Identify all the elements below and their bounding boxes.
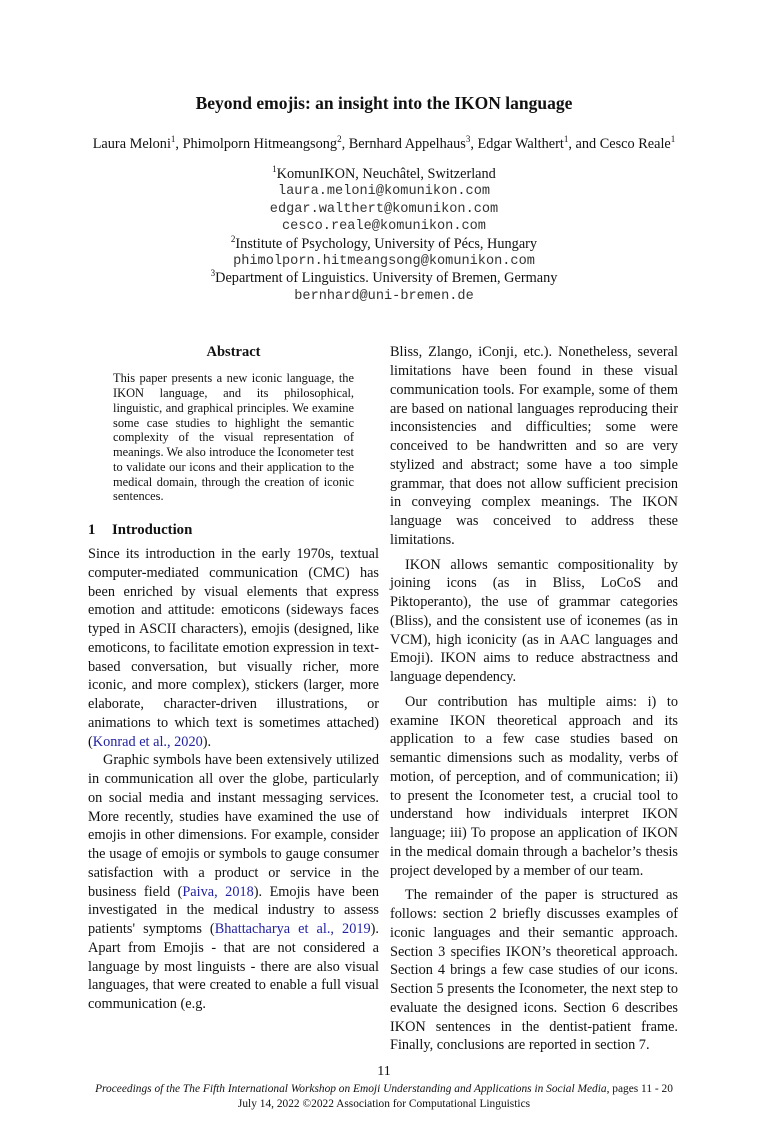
affiliations	[0, 166, 768, 305]
email[interactable]: laura.meloni@komunikon.com	[277, 184, 491, 200]
affiliation-1: $^1$KomunIKON, Neuchâtel, Switzerland	[272, 164, 496, 182]
paragraph: Bliss, Zlango, iConji, etc.). Nonetheless, several limitations have been found in these visual communication tools. For example, some of them are based on national languages reproducing their inconsistencies and difficulties; some were conceived to be handwritten and so are very stylized and abstract; some have a too simple grammar, that does not allow sufficient precision in conveying complex meanings. The IKON language was conceived to address these limitations.	[390, 344, 678, 548]
proceedings-line	[0, 1082, 768, 1097]
abstract-text: This paper presents a new iconic language, the IKON language, and its philosophical, linguistic, and graphical principles. We examine some case studies to highlight the semantic complexity of the visual representation of meanings. We also introduce the Iconometer test to validate our icons and their application to the medical domain, through the creation of iconic sentences.	[113, 371, 354, 504]
author: Phimolporn Hitmeangsong$^2$,	[182, 134, 349, 152]
author: Cesco Reale$^1$	[599, 134, 676, 152]
email[interactable]: phimolporn.hitmeangsong@komunikon.com	[233, 254, 535, 270]
copyright-line: July 14, 2022 ©2022 Association for Computational Linguistics	[237, 1098, 531, 1110]
paragraph: IKON allows semantic compositionality by joining icons (as in Bliss, LoCoS and Piktoperanto), the use of grammar categories (Bliss), and the consistent use of iconemes (as in VCM), high iconicity (as in AAC languages and Emoji). IKON aims to reduce abstractness and language dependency.	[390, 556, 678, 685]
author-list	[0, 135, 768, 153]
abstract-heading: Abstract	[206, 344, 261, 361]
paragraph: Since its introduction in the early 1970s, textual computer-mediated communication (CMC) has been enriched by visual elements that express emotion and attitude: emoticons (sideways faces typed in ASCII characters), emojis (designed, like emoticons, to facilitate emotion expression in text-based conversation, but visually richer, more iconic, and more complex), stickers (larger, more elaborate, character-driven illustrations, or animations to which text is sometimes attached) (Konrad et al., 2020).	[88, 546, 379, 750]
section-heading-introduction: 1 Introduction	[88, 522, 193, 538]
email[interactable]: bernhard@uni-bremen.de	[294, 288, 474, 304]
author: Edgar Walthert$^1$, and	[477, 134, 600, 152]
two-column-body	[88, 343, 678, 1055]
paragraph: Our contribution has multiple aims: i) to examine IKON theoretical approach and its application to a few case studies based on semantic dimensions such as modality, verbs of motion, of perception, and of communication; ii) to present the Iconometer test, a crucial tool to understand how individuals interpret IKON language; iii) To propose an application of IKON in the medical domain through a bachelor’s thesis project developed by a member of our team.	[390, 693, 678, 879]
proceedings-title: Proceedings of the The Fifth International Workshop on Emoji Understanding and Applications in Social Media	[95, 1083, 607, 1095]
citation-link[interactable]: Paiva, 2018	[182, 883, 254, 900]
author: Laura Meloni$^1$,	[92, 134, 183, 152]
page-number: 11	[377, 1064, 391, 1079]
right-column	[390, 343, 678, 1055]
author: Bernhard Appelhaus$^3$,	[348, 134, 478, 152]
email[interactable]: edgar.walthert@komunikon.com	[269, 201, 499, 217]
paper-title: Beyond emojis: an insight into the IKON language	[195, 93, 573, 113]
affiliation-2: $^2$Institute of Psychology, University of Pécs, Hungary	[230, 233, 538, 252]
page-range: , pages 11 - 20	[606, 1083, 673, 1095]
left-column	[88, 343, 379, 1014]
paragraph: Graphic symbols have been extensively utilized in communication all over the globe, particularly on social media and instant messaging services. More recently, studies have examined the use of emojis in other dimensions. For example, consider the usage of emojis or symbols to gauge consumer satisfaction with a product or service in the business field (Paiva, 2018). Emojis have been investigated in the medical industry to assess patients' symptoms (Bhattacharya et al., 2019). Apart from Emojis - that are not considered a language by most linguists - there are also visual languages, that were created to enable a full visual communication (e.g.	[88, 752, 379, 1012]
citation-link[interactable]: Bhattacharya et al., 2019	[214, 921, 371, 937]
paragraph: The remainder of the paper is structured as follows: section 2 briefly discusses examples of iconic languages and their semantic approach. Section 3 specifies IKON’s theoretical approach. Section 4 brings a few case studies of our icons. Section 5 presents the Iconometer, the next step to evaluate the designed icons. Section 6 describes IKON sentences in the dentist-patient frame. Finally, conclusions are reported in section 7.	[390, 887, 678, 1054]
citation-link[interactable]: Konrad et al., 2020	[92, 733, 203, 750]
affiliation-3: $^3$Department of Linguistics. University of Bremen, Germany	[210, 268, 558, 287]
footer	[0, 1082, 768, 1112]
email[interactable]: cesco.reale@komunikon.com	[282, 219, 486, 235]
